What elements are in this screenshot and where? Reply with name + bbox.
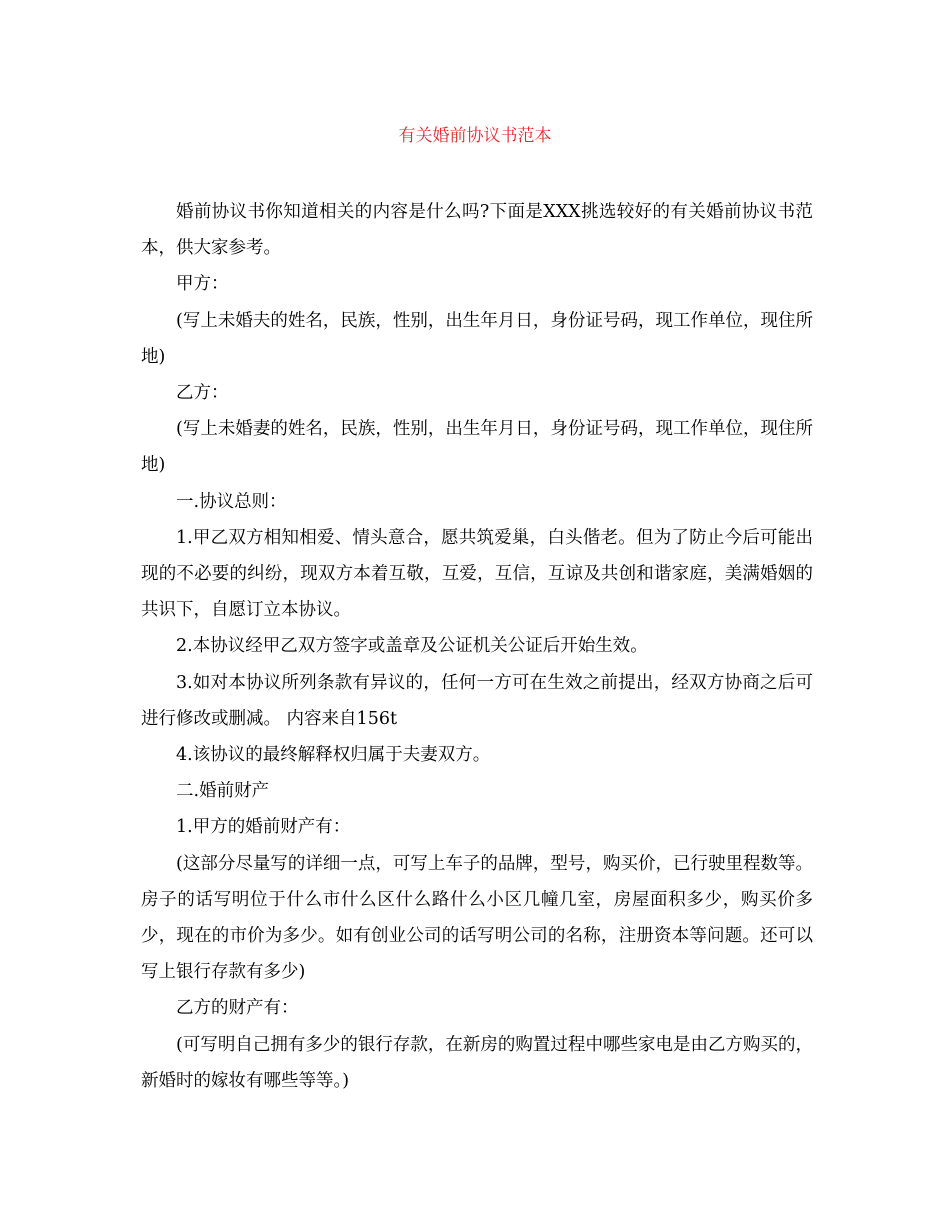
paragraph-party-a-details: (写上未婚夫的姓名，民族，性别，出生年月日，身份证号码，现工作单位，现住所地) [141,310,813,367]
party-b-property-details: (可写明自己拥有多少的银行存款，在新房的购置过程中哪些家电是由乙方购买的，新婚时的嫁妆有哪些等等。) [141,1034,813,1091]
clause-4: 4.该协议的最终解释权归属于夫妻双方。 [176,745,491,766]
clause-2: 2.本协议经甲乙双方签字或盖章及公证机关公证后开始生效。 [176,636,648,657]
section-heading-general: 一.协议总则： [176,491,287,512]
party-b-property-heading: 乙方的财产有： [176,998,299,1019]
paragraph-party-a-heading: 甲方： [176,274,229,295]
paragraph-intro: 婚前协议书你知道相关的内容是什么吗?下面是XXX挑选较好的有关婚前协议书范本，供大家参考。 [141,202,813,259]
party-a-property-heading: 1.甲方的婚前财产有： [176,817,351,838]
clause-1: 1.甲乙双方相知相爱、情头意合，愿共筑爱巢，白头偕老。但为了防止今后可能出现的不必要的纠纷，现双方本着互敬，互爱，互信，互谅及共创和谐家庭，美满婚姻的共识下，自愿订立本协议。 [141,527,813,621]
clause-3: 3.如对本协议所列条款有异议的，任何一方可在生效之前提出，经双方协商之后可进行修改或删减。 内容来自156t [141,672,813,729]
paragraph-party-b-details: (写上未婚妻的姓名，民族，性别，出生年月日，身份证号码，现工作单位，现住所地) [141,419,813,476]
document-body [141,194,813,1099]
party-a-property-details: (这部分尽量写的详细一点，可写上车子的品牌，型号，购买价，已行驶里程数等。房子的话写明位于什么市什么区什么路什么小区几幢几室，房屋面积多少，购买价多少，现在的市价为多少。如有创业公司的话写明公司的名称，注册资本等问题。还可以写上银行存款有多少) [141,853,813,983]
document-title: 有关婚前协议书范本 [398,126,552,146]
paragraph-party-b-heading: 乙方： [176,383,229,404]
section-heading-property: 二.婚前财产 [176,781,270,802]
